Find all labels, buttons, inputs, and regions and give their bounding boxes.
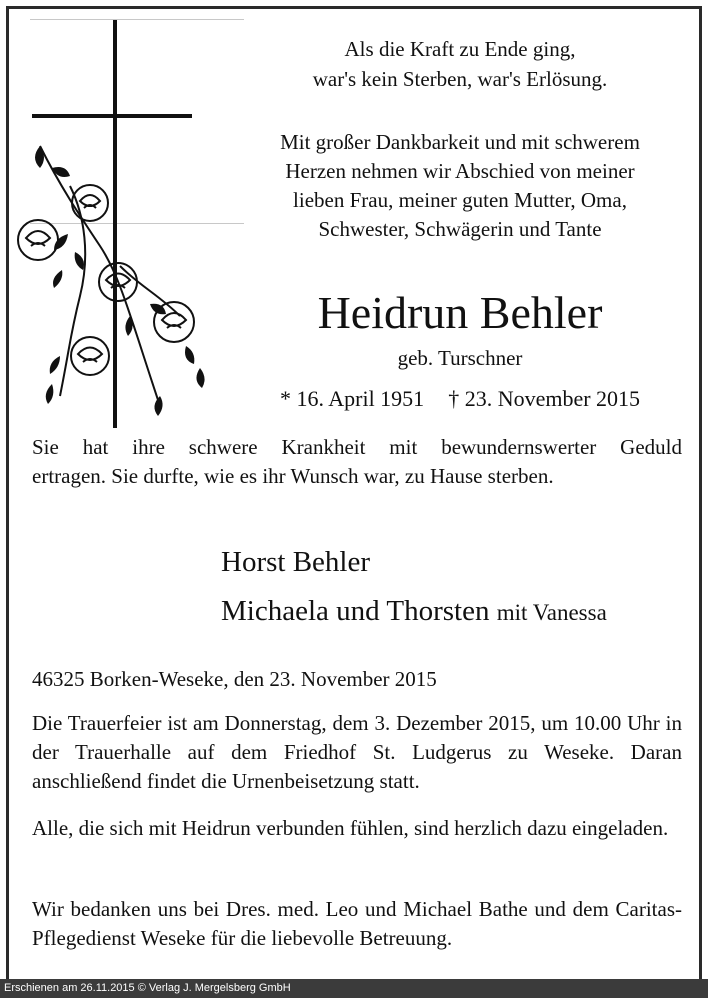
illness-line-2: ertragen. Sie durfte, wie es ihr Wunsch war, zu Hause sterben. bbox=[32, 464, 554, 488]
farewell-intro bbox=[240, 128, 680, 244]
cross-with-roses-icon bbox=[10, 16, 230, 436]
intro-line-1: Mit großer Dankbarkeit und mit schwerem bbox=[280, 130, 640, 154]
invitation-paragraph: Alle, die sich mit Heidrun verbunden fühlen, sind herzlich dazu eingeladen. bbox=[32, 816, 669, 840]
poem-line-2: war's kein Sterben, war's Erlösung. bbox=[312, 67, 608, 91]
funeral-paragraph: Die Trauerfeier ist am Donnerstag, dem 3. Dezember 2015, um 10.00 Uhr in der Trauerhalle auf dem Friedhof St. Ludgerus zu Weseke. Daran anschließend findet die Urnenbeisetzung statt. bbox=[32, 711, 682, 793]
poem-line-1: Als die Kraft zu Ende ging, bbox=[344, 37, 576, 61]
birth-name: geb. Turschner bbox=[397, 346, 523, 370]
birth-date: * 16. April 1951 bbox=[279, 386, 425, 411]
death-date: † 23. November 2015 bbox=[448, 386, 641, 411]
poem bbox=[240, 34, 680, 94]
thanks-paragraph: Wir bedanken uns bei Dres. med. Leo und Michael Bathe und dem Caritas-Pflegedienst Weseke für die liebevolle Betreuung. bbox=[32, 897, 682, 950]
deceased-name: Heidrun Behler bbox=[317, 287, 603, 338]
mourner-family bbox=[221, 594, 607, 630]
mourner-husband: Horst Behler bbox=[221, 546, 370, 578]
mourner-children: Michaela und Thorsten bbox=[221, 595, 490, 627]
illness-paragraph bbox=[32, 433, 682, 491]
intro-line-3: lieben Frau, meiner guten Mutter, Oma, bbox=[293, 188, 627, 212]
intro-line-2: Herzen nehmen wir Abschied von meiner bbox=[285, 159, 635, 183]
illness-line-1: Sie hat ihre schwere Krankheit mit bewundernswerter Geduld bbox=[32, 435, 682, 459]
intro-line-4: Schwester, Schwägerin und Tante bbox=[318, 217, 602, 241]
publication-footer: Erschienen am 26.11.2015 © Verlag J. Mergelsberg GmbH bbox=[0, 979, 708, 998]
place-and-date: 46325 Borken-Weseke, den 23. November 2015 bbox=[32, 667, 437, 691]
mourner-grandchild: mit Vanessa bbox=[496, 600, 607, 625]
life-dates bbox=[240, 385, 680, 413]
